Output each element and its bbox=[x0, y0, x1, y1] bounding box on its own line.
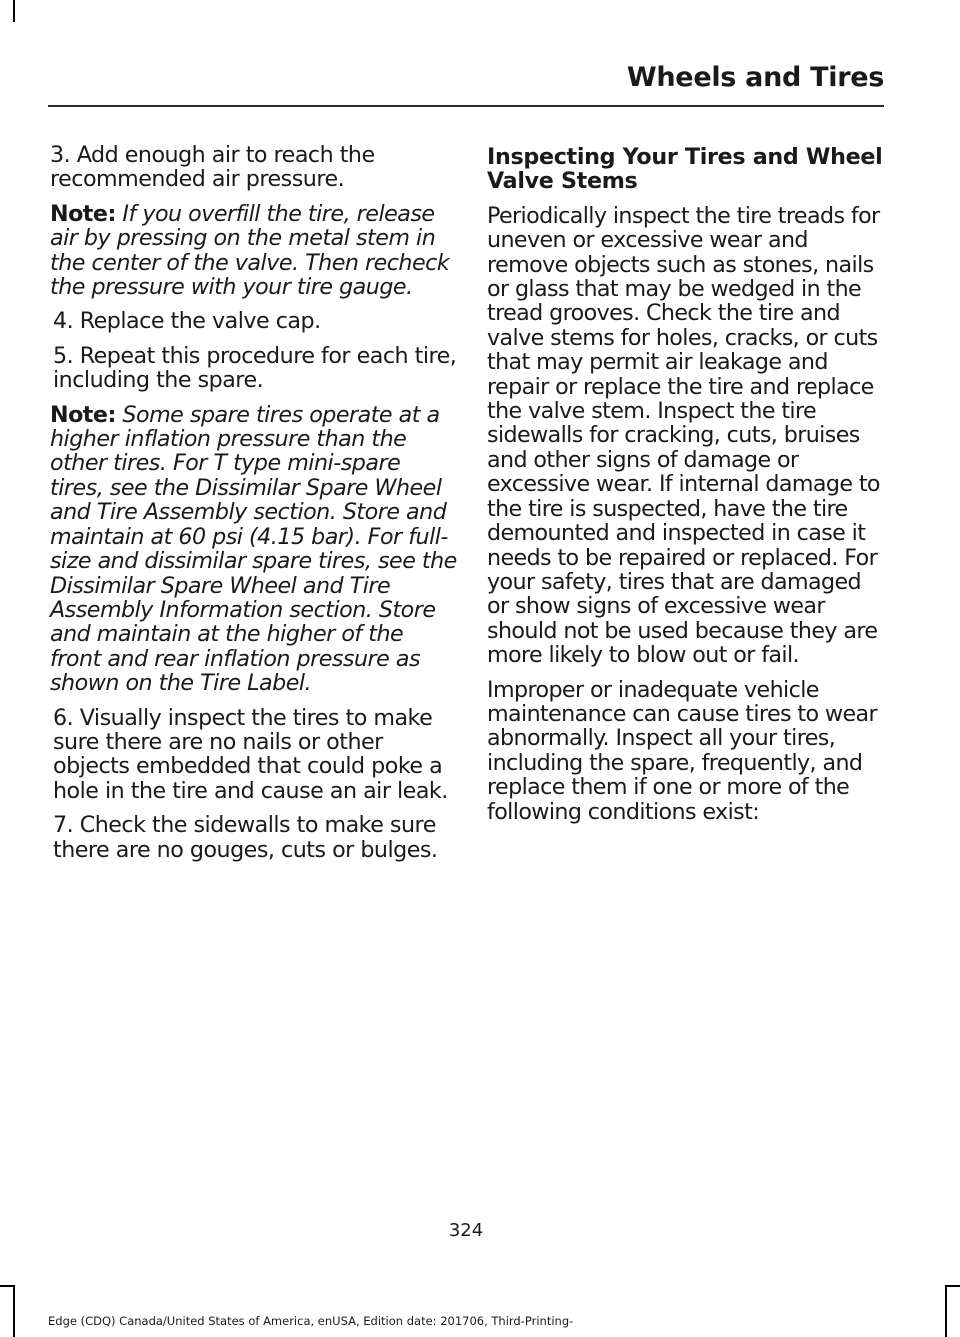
page-title: Wheels and Tires bbox=[626, 62, 884, 93]
note-text: Some spare tires operate at a higher inflation pressure than the other tires. For T type mini-spare tires, see the Dissimilar Spare Wheel and Tire Assembly section. Store and maintain at 60 psi (4.15 bar). For full-size and dissimilar spare tires, see the Dissimilar Spare Wheel and Tire Assembly Information section. Store and maintain at the higher of the front and rear inflation pressure as shown on the Tire Label. bbox=[50, 401, 457, 697]
header-rule bbox=[48, 105, 884, 107]
crop-mark-bottom-left-h bbox=[0, 1285, 14, 1287]
step-3: 3. Add enough air to reach the recommended air pressure. bbox=[50, 142, 375, 193]
paragraph-maintenance: Improper or inadequate vehicle maintenance can cause tires to wear abnormally. Inspect all your tires, including the spare, frequently, and replace them if one or more of the following conditions exist: bbox=[487, 676, 878, 825]
section-heading: Inspecting Your Tires and Wheel Valve Stems bbox=[487, 144, 883, 195]
note-overfill bbox=[50, 202, 460, 300]
step-7: 7. Check the sidewalls to make sure there are no gouges, cuts or bulges. bbox=[53, 812, 438, 863]
step-6: 6. Visually inspect the tires to make sure there are no nails or other objects embedded that could poke a hole in the tire and cause an air leak. bbox=[53, 704, 448, 804]
right-column bbox=[487, 145, 887, 834]
left-column bbox=[50, 143, 460, 872]
note-label: Note: bbox=[50, 401, 116, 428]
page-number: 324 bbox=[448, 1220, 484, 1241]
step-5: 5. Repeat this procedure for each tire, including the spare. bbox=[53, 342, 457, 394]
crop-mark-bottom-right-v bbox=[945, 1285, 947, 1337]
note-spare-tires bbox=[50, 403, 460, 696]
crop-mark-top-left-v bbox=[13, 0, 15, 22]
crop-mark-bottom-right-h bbox=[946, 1285, 960, 1287]
crop-mark-bottom-left-v bbox=[13, 1285, 15, 1337]
paragraph-inspection: Periodically inspect the tire treads for uneven or excessive wear and remove objects such as stones, nails or glass that may be wedged in the tread grooves. Check the tire and valve stems for holes, cracks, or cuts that may permit air leakage and repair or replace the tire and replace the valve stem. Inspect the tire sidewalls for cracking, cuts, bruises and other signs of damage or excessive wear. If internal damage to the tire is suspected, have the tire demounted and inspected in case it needs to be repaired or replaced. For your safety, tires that are damaged or show signs of excessive wear should not be used because they are more likely to blow out or fail. bbox=[487, 202, 880, 669]
note-text: If you overfill the tire, release air by pressing on the metal stem in the center of the valve. Then recheck the pressure with your tire gauge. bbox=[50, 200, 450, 301]
note-label: Note: bbox=[50, 200, 116, 227]
step-4: 4. Replace the valve cap. bbox=[53, 308, 321, 335]
footer-edition-info: Edge (CDQ) Canada/United States of America, enUSA, Edition date: 201706, Third-Printing- bbox=[48, 1314, 574, 1328]
